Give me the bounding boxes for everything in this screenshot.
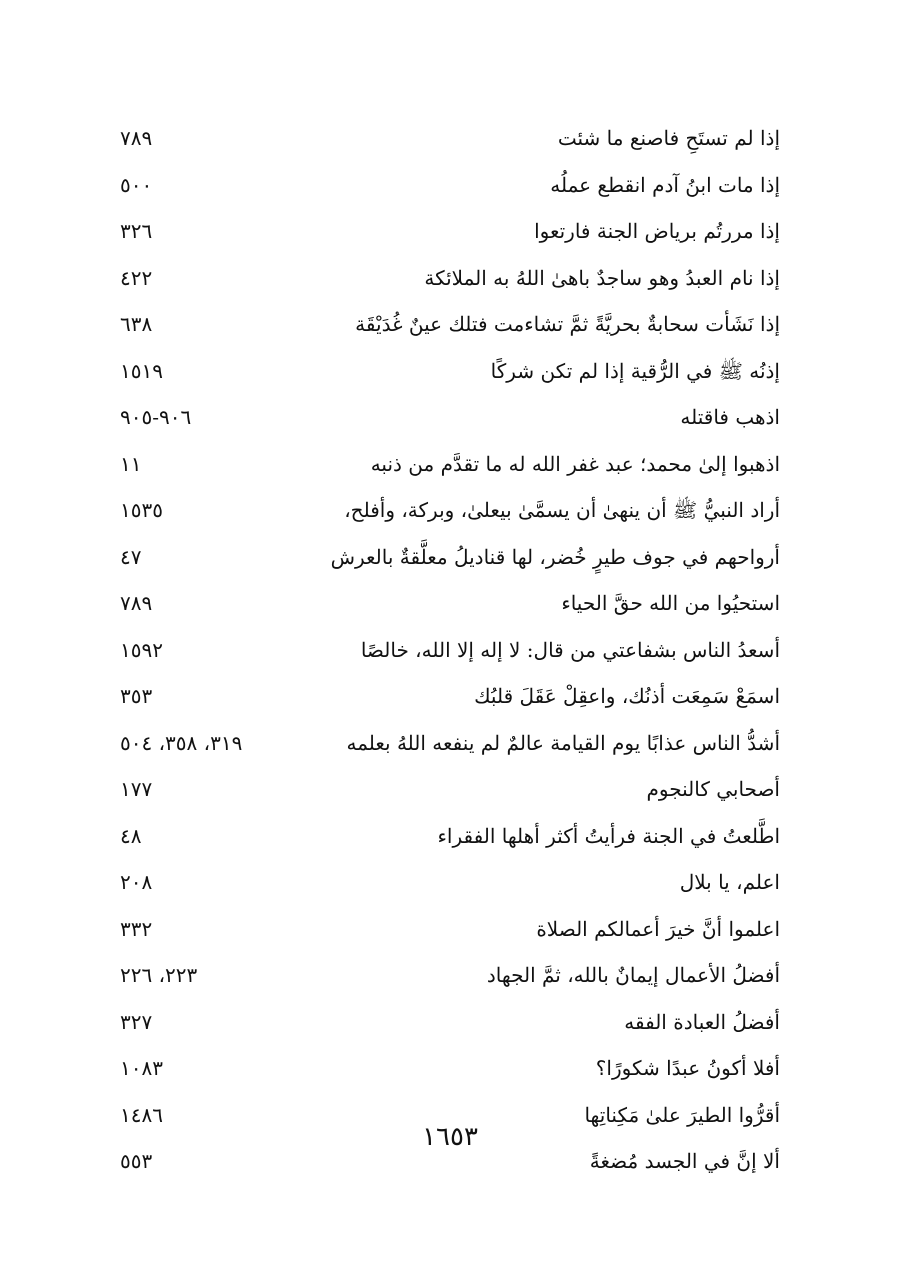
hadith-text: أسعدُ الناس بشفاعتي من قال: لا إله إلا الله، خالصًا (360, 637, 780, 662)
page-reference: ٧٨٩ (120, 126, 153, 151)
page-reference: ١١ (120, 451, 142, 476)
hadith-text: إذا مات ابنُ آدم انقطع عملُه (550, 172, 780, 197)
hadith-text: إذا مررتُم برياض الجنة فارتعوا (534, 219, 780, 244)
hadith-text: ألا إنَّ في الجسد مُضغةً (589, 1149, 780, 1174)
index-entry (120, 673, 780, 720)
page-reference: ٣٢٦ (120, 219, 153, 244)
hadith-text: أقرُّوا الطيرَ علىٰ مَكِناتِها (584, 1102, 780, 1127)
index-entry (120, 1045, 780, 1092)
hadith-text: أشدُّ الناس عذابًا يوم القيامة عالمٌ لم ينفعه اللهُ بعلمه (346, 730, 780, 755)
hadith-text: إذنُه ﷺ في الرُّقية إذا لم تكن شركًا (490, 358, 780, 383)
hadith-index-list (120, 115, 780, 1185)
index-entry (120, 766, 780, 813)
index-entry (120, 115, 780, 162)
page-reference: ٦٣٨ (120, 312, 153, 337)
index-entry (120, 999, 780, 1046)
hadith-text: اطَّلعتُ في الجنة فرأيتُ أكثر أهلها الفقراء (437, 823, 780, 848)
page-reference: ٢٢٣، ٢٢٦ (120, 963, 198, 988)
index-entry (120, 859, 780, 906)
hadith-text: أراد النبيُّ ﷺ أن ينهىٰ أن يسمَّىٰ بيعلىٰ، وبركة، وأفلح، (344, 498, 780, 523)
index-entry (120, 441, 780, 488)
page-reference: ٣٥٣ (120, 684, 153, 709)
page-reference: ١٠٨٣ (120, 1056, 163, 1081)
page-reference: ١٥٩٢ (120, 637, 163, 662)
index-entry (120, 906, 780, 953)
page-reference: ٧٨٩ (120, 591, 153, 616)
hadith-text: اذهب فاقتله (680, 405, 780, 430)
hadith-text: أرواحهم في جوف طيرٍ خُضر، لها قناديلُ معلَّقةٌ بالعرش (330, 544, 780, 569)
index-entry (120, 580, 780, 627)
index-entry (120, 394, 780, 441)
page-reference: ١٤٨٦ (120, 1102, 163, 1127)
page-reference: ١٥٣٥ (120, 498, 163, 523)
hadith-text: أصحابي كالنجوم (646, 777, 780, 802)
hadith-text: اسمَعْ سَمِعَت أذنُك، واعقِلْ عَقَلَ قلبُك (474, 684, 780, 709)
page-reference: ٣٢٧ (120, 1009, 153, 1034)
index-entry (120, 255, 780, 302)
page-reference: ١٥١٩ (120, 358, 163, 383)
page-reference: ٤٧ (120, 544, 142, 569)
page-reference: ١٧٧ (120, 777, 153, 802)
hadith-text: استحيُوا من الله حقَّ الحياء (561, 591, 780, 616)
hadith-text: اعلم، يا بلال (679, 870, 780, 895)
index-entry (120, 162, 780, 209)
page-number: ١٦٥٣ (422, 1122, 478, 1152)
index-entry (120, 813, 780, 860)
hadith-text: إذا نام العبدُ وهو ساجدٌ باهىٰ اللهُ به الملائكة (424, 265, 780, 290)
hadith-text: اذهبوا إلىٰ محمد؛ عبد غفر الله له ما تقدَّم من ذنبه (370, 451, 780, 476)
page-reference: ٣١٩، ٣٥٨، ٥٠٤ (120, 730, 243, 755)
page-reference: ٢٠٨ (120, 870, 153, 895)
page-reference: ٥٠٠ (120, 172, 153, 197)
index-entry (120, 301, 780, 348)
index-entry (120, 487, 780, 534)
page-reference: ٩٠٦-٩٠٥ (120, 405, 192, 430)
page-reference: ٥٥٣ (120, 1149, 153, 1174)
hadith-text: اعلموا أنَّ خيرَ أعمالكم الصلاة (536, 916, 780, 941)
hadith-text: إذا نَشَأت سحابةٌ بحريَّةً ثمَّ تشاءمت فتلك عينٌ غُدَيْقَة (355, 312, 780, 337)
page-reference: ٤٨ (120, 823, 142, 848)
index-entry (120, 208, 780, 255)
page-reference: ٣٣٢ (120, 916, 153, 941)
hadith-text: إذا لم تستَحِ فاصنع ما شئت (557, 126, 780, 151)
index-entry (120, 627, 780, 674)
index-entry (120, 952, 780, 999)
index-entry (120, 720, 780, 767)
index-entry (120, 348, 780, 395)
hadith-text: أفضلُ العبادة الفقه (624, 1009, 780, 1034)
hadith-text: أفضلُ الأعمال إيمانٌ بالله، ثمَّ الجهاد (486, 963, 780, 988)
index-entry (120, 534, 780, 581)
hadith-text: أفلا أكونُ عبدًا شكورًا؟ (595, 1056, 780, 1081)
page-reference: ٤٢٢ (120, 265, 153, 290)
